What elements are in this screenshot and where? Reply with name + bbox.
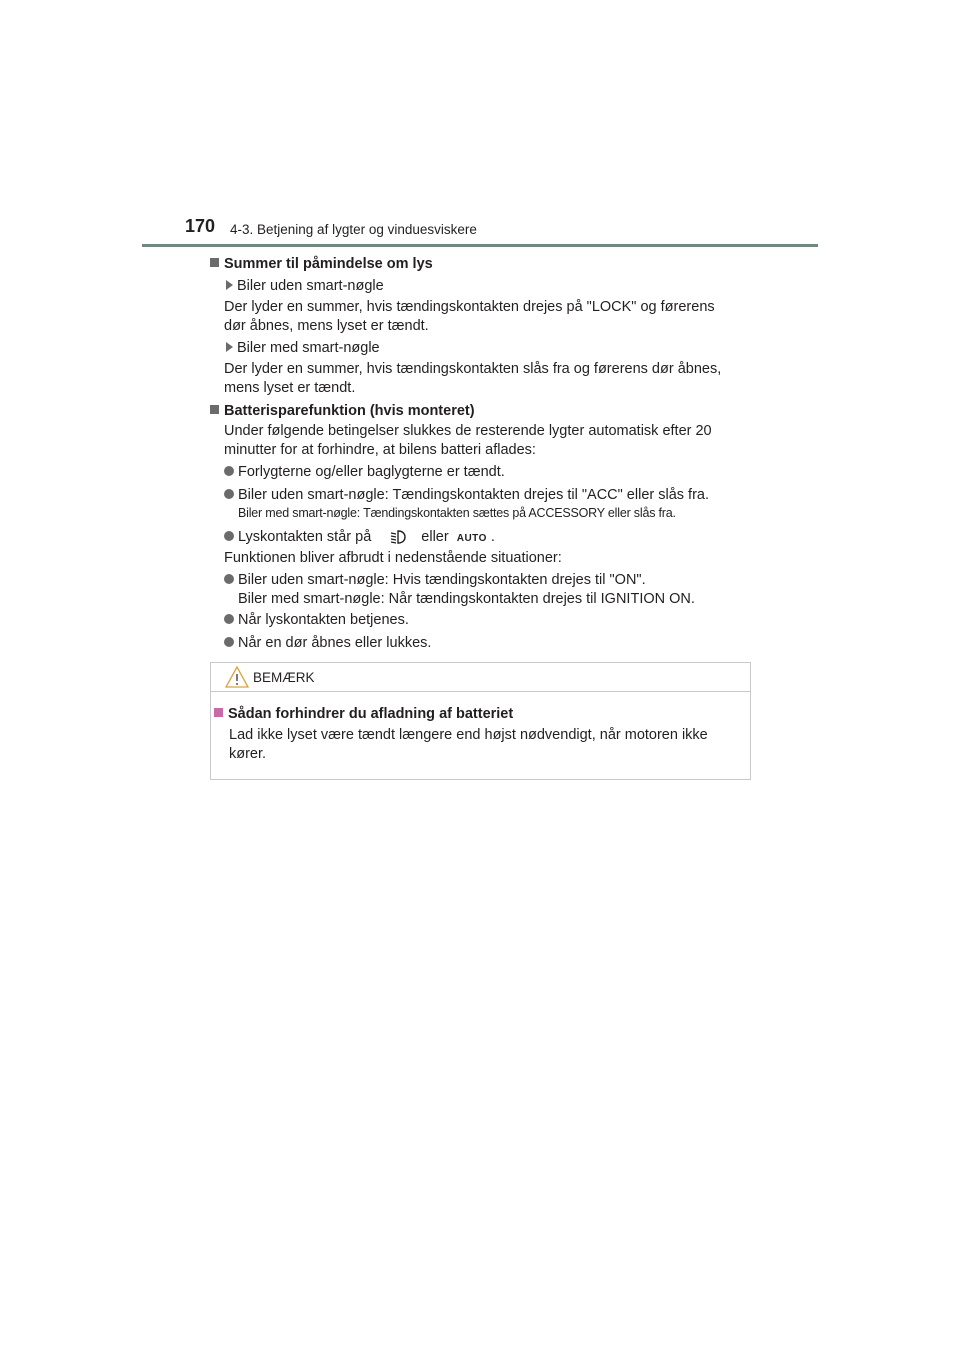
notice-heading: Sådan forhindrer du afladning af batteriet <box>214 705 513 724</box>
square-bullet-icon <box>210 405 219 414</box>
square-bullet-icon <box>210 258 219 267</box>
no-smart-key-label: Biler uden smart-nøgle <box>226 277 384 296</box>
notice-text-1: Lad ikke lyset være tændt længere end højst nødvendigt, når motoren ikke <box>229 727 708 743</box>
dot-bullet-icon <box>224 466 234 476</box>
condition-1: Forlygterne og/eller baglygterne er tændt. <box>224 463 505 482</box>
page-number: 170 <box>185 216 216 236</box>
notice-label: BEMÆRK <box>253 670 315 685</box>
condition-3: Lyskontakten står på eller AUTO . <box>224 528 495 551</box>
interrupt-3: Når en dør åbnes eller lukkes. <box>224 634 431 653</box>
auto-icon: AUTO <box>456 533 487 544</box>
arrow-bullet-icon <box>226 280 233 290</box>
smart-key-label: Biler med smart-nøgle <box>226 339 380 358</box>
smart-key-text-1: Der lyder en summer, hvis tændingskontakten slås fra og førerens dør åbnes, <box>224 361 722 377</box>
dot-bullet-icon <box>224 531 234 541</box>
header-rule <box>142 244 818 247</box>
battery-heading: Batterisparefunktion (hvis monteret) <box>210 402 475 421</box>
battery-intro-2: minutter for at forhindre, at bilens batteri aflades: <box>224 442 536 458</box>
condition-2a: Biler uden smart-nøgle: Tændingskontakten drejes til "ACC" eller slås fra. <box>224 486 709 505</box>
interrupt-1a: Biler uden smart-nøgle: Hvis tændingskontakten drejes til "ON". <box>224 571 646 590</box>
headlight-icon <box>389 529 407 551</box>
dot-bullet-icon <box>224 637 234 647</box>
dot-bullet-icon <box>224 574 234 584</box>
interrupt-2: Når lyskontakten betjenes. <box>224 611 409 630</box>
condition-2b: Biler med smart-nøgle: Tændingskontakten sættes på ACCESSORY eller slås fra. <box>238 506 676 520</box>
dot-bullet-icon <box>224 614 234 624</box>
arrow-bullet-icon <box>226 342 233 352</box>
notice-divider <box>211 691 750 692</box>
warning-triangle-icon <box>224 665 250 694</box>
summer-heading: Summer til påmindelse om lys <box>210 255 433 274</box>
notice-text-2: kører. <box>229 746 267 762</box>
interrupt-intro: Funktionen bliver afbrudt i nedenstående situationer: <box>224 550 562 566</box>
no-smart-key-text-2: dør åbnes, mens lyset er tændt. <box>224 318 429 334</box>
smart-key-text-2: mens lyset er tændt. <box>224 380 356 396</box>
battery-intro-1: Under følgende betingelser slukkes de resterende lygter automatisk efter 20 <box>224 423 712 439</box>
interrupt-1b: Biler med smart-nøgle: Når tændingskontakten drejes til IGNITION ON. <box>238 591 695 607</box>
no-smart-key-text-1: Der lyder en summer, hvis tændingskontakten drejes på "LOCK" og førerens <box>224 299 715 315</box>
dot-bullet-icon <box>224 489 234 499</box>
square-bullet-icon <box>214 708 223 717</box>
section-title: 4-3. Betjening af lygter og vinduesviskere <box>230 222 477 237</box>
